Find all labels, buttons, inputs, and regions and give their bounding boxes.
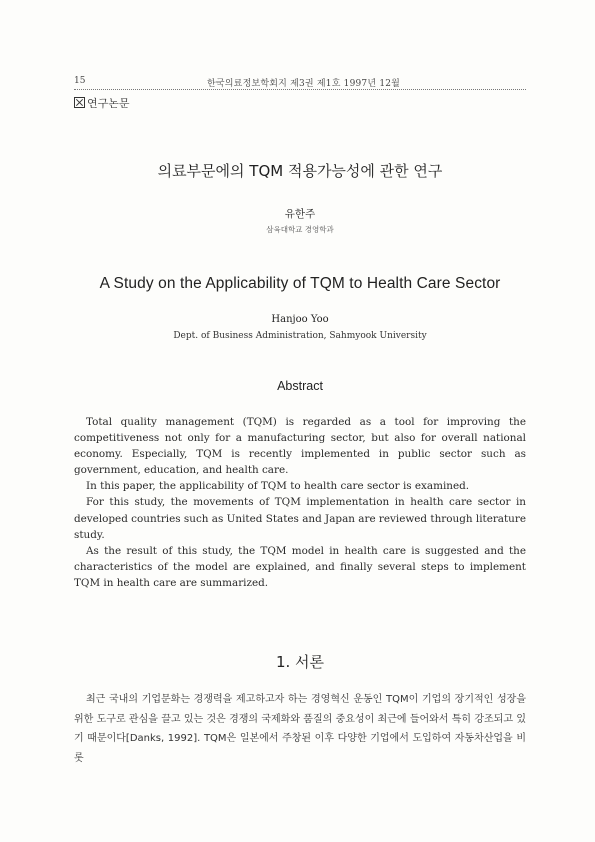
- section-tag: [74, 95, 130, 111]
- affiliation-english: Dept. of Business Administration, Sahmyook University: [173, 331, 427, 341]
- abstract-paragraph: Total quality management (TQM) is regarded as a tool for improving the competitiveness not only for a manufacturing sector, but also for overall national economy. Especially, TQM is recently implemented in public sector such as government, education, and health care.: [74, 416, 526, 477]
- author-english: Hanjoo Yoo: [271, 314, 329, 325]
- journal-info: 한국의료정보학회지 제3권 제1호 1997년 12월: [207, 79, 401, 89]
- section-heading-introduction: 1. 서론: [275, 653, 325, 671]
- running-head: [74, 76, 526, 90]
- page-number: 15: [74, 76, 86, 86]
- header-rule: [74, 89, 526, 90]
- title-korean: 의료부문에의 TQM 적용가능성에 관한 연구: [157, 162, 443, 180]
- abstract-paragraph: As the result of this study, the TQM model in health care is suggested and the characteristics of the model are explained, and finally several steps to implement TQM in health care are summarized.: [74, 544, 526, 589]
- title-english: A Study on the Applicability of TQM to Health Care Sector: [99, 275, 501, 292]
- abstract-body: [74, 414, 526, 591]
- abstract-heading: Abstract: [277, 379, 323, 393]
- affiliation-korean: 삼육대학교 경영학과: [266, 225, 334, 234]
- abstract-paragraph: For this study, the movements of TQM implementation in health care sector in developed countries such as United States and Japan are reviewed through literature study.: [74, 496, 526, 541]
- checkbox-mark-icon: [74, 97, 85, 108]
- author-korean: 유한주: [284, 208, 316, 220]
- introduction-text: 최근 국내의 기업문화는 경쟁력을 제고하고자 하는 경영혁신 운동인 TQM이 기업의 장기적인 성장을 위한 도구로 관심을 끌고 있는 것은 경쟁의 국제화와 품질의 중요성이 최근에 들어와서 특히 강조되고 있기 때문이다[Danks, 1992]. TQM은 일본에서 주창된 이후 다양한 기업에서 도입하여 자동차산업을 비롯: [74, 694, 526, 764]
- section-tag-label: 연구논문: [87, 97, 130, 110]
- abstract-paragraph: In this paper, the applicability of TQM to health care sector is examined.: [86, 480, 470, 493]
